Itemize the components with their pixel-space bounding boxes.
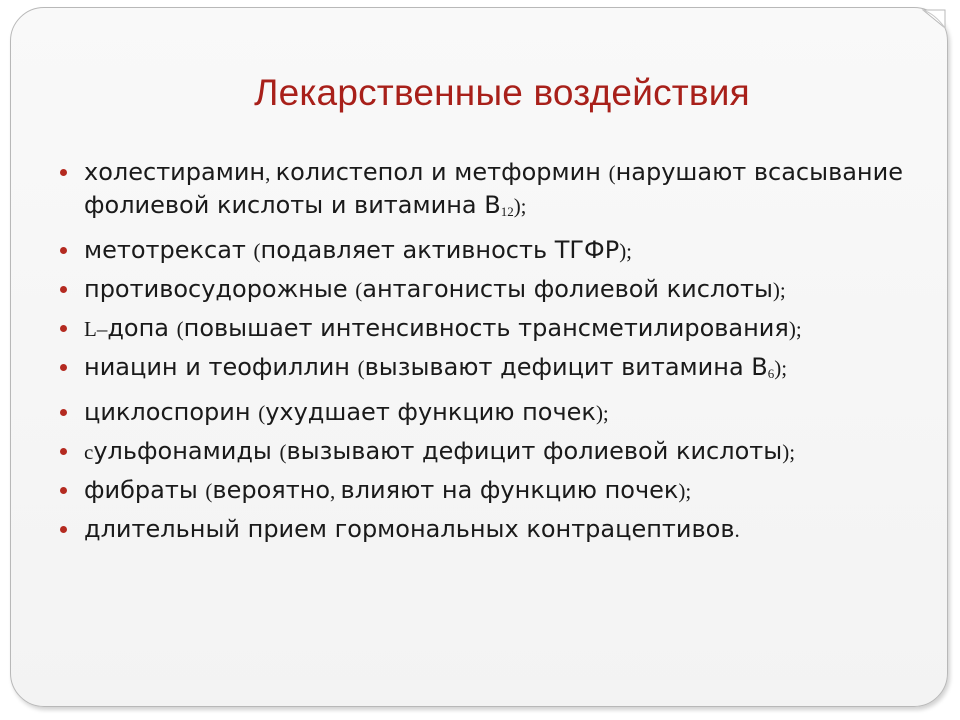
- bullet-dot-icon: [60, 325, 67, 332]
- bullet-item: [58, 435, 918, 468]
- bullet-text-segment: (: [253, 239, 261, 263]
- bullet-text-segment: L–: [84, 317, 108, 341]
- bullet-item: [58, 234, 918, 267]
- bullet-text-segment: (: [176, 317, 184, 341]
- bullet-text-segment: ульфонамиды: [93, 437, 280, 465]
- bullet-text-segment: вероятно: [212, 476, 331, 504]
- bullet-item: [58, 156, 918, 228]
- bullet-dot-icon: [60, 286, 67, 293]
- bullet-text-segment: подавляет активность ТГФР: [260, 236, 620, 264]
- bullet-text-segment: (: [279, 440, 287, 464]
- bullet-text-segment: ,: [330, 479, 341, 503]
- bullet-text-segment: противосудорожные: [84, 275, 356, 303]
- bullet-item: [58, 396, 918, 429]
- bullet-text-segment: влияют на функцию почек: [340, 476, 679, 504]
- bullet-text-segment: (: [258, 401, 266, 425]
- bullet-item: [58, 513, 918, 546]
- bullet-text-segment: (: [205, 479, 213, 503]
- bullet-text-segment: );: [774, 356, 788, 380]
- bullet-text-segment: нарушают всасывание фолиевой кислоты и витамина В: [84, 158, 903, 219]
- bullet-text-segment: ,: [265, 161, 276, 185]
- bullet-text-segment: 6: [767, 366, 775, 381]
- bullet-item: [58, 351, 918, 390]
- bullet-text-segment: повышает интенсивность трансметилирования: [183, 314, 789, 342]
- bullet-dot-icon: [60, 169, 67, 176]
- bullet-text-segment: колистепол и метформин: [275, 158, 609, 186]
- bullet-item: [58, 474, 918, 507]
- bullet-text-segment: циклоспорин: [84, 398, 259, 426]
- bullet-text-segment: );: [678, 479, 692, 503]
- bullet-dot-icon: [60, 487, 67, 494]
- bullet-text-segment: с: [84, 440, 94, 464]
- bullet-dot-icon: [60, 364, 67, 371]
- bullet-text-segment: метотрексат: [84, 236, 254, 264]
- bullet-text-segment: .: [734, 518, 740, 542]
- bullet-item: [58, 312, 918, 345]
- bullet-list: [58, 156, 918, 552]
- bullet-text-segment: );: [619, 239, 633, 263]
- bullet-item: [58, 273, 918, 306]
- bullet-text-segment: (: [355, 278, 363, 302]
- bullet-text-segment: допа: [107, 314, 177, 342]
- slide-title: Лекарственные воздействия: [254, 72, 750, 113]
- bullet-text-segment: (: [608, 161, 616, 185]
- bullet-text-segment: (: [357, 356, 365, 380]
- bullet-dot-icon: [60, 526, 67, 533]
- bullet-dot-icon: [60, 247, 67, 254]
- bullet-text-segment: холестирамин: [84, 158, 266, 186]
- bullet-text-segment: длительный прием гормональных контрацептивов: [84, 515, 735, 543]
- bullet-text-segment: вызывают дефицит фолиевой кислоты: [286, 437, 783, 465]
- bullet-text-segment: );: [788, 317, 802, 341]
- bullet-text-segment: );: [772, 278, 786, 302]
- bullet-text-segment: ухудшает функцию почек: [265, 398, 596, 426]
- bullet-dot-icon: [60, 448, 67, 455]
- bullet-text-segment: );: [513, 194, 527, 218]
- bullet-text-segment: ниацин и теофиллин: [84, 353, 358, 381]
- bullet-text-segment: вызывают дефицит витамина В: [364, 353, 768, 381]
- page-curl-icon: [921, 8, 947, 30]
- bullet-dot-icon: [60, 409, 67, 416]
- bullet-text-segment: фибраты: [84, 476, 206, 504]
- bullet-text-segment: );: [782, 440, 796, 464]
- bullet-text-segment: );: [595, 401, 609, 425]
- bullet-text-segment: антагонисты фолиевой кислоты: [362, 275, 773, 303]
- bullet-text-segment: 12: [500, 204, 514, 219]
